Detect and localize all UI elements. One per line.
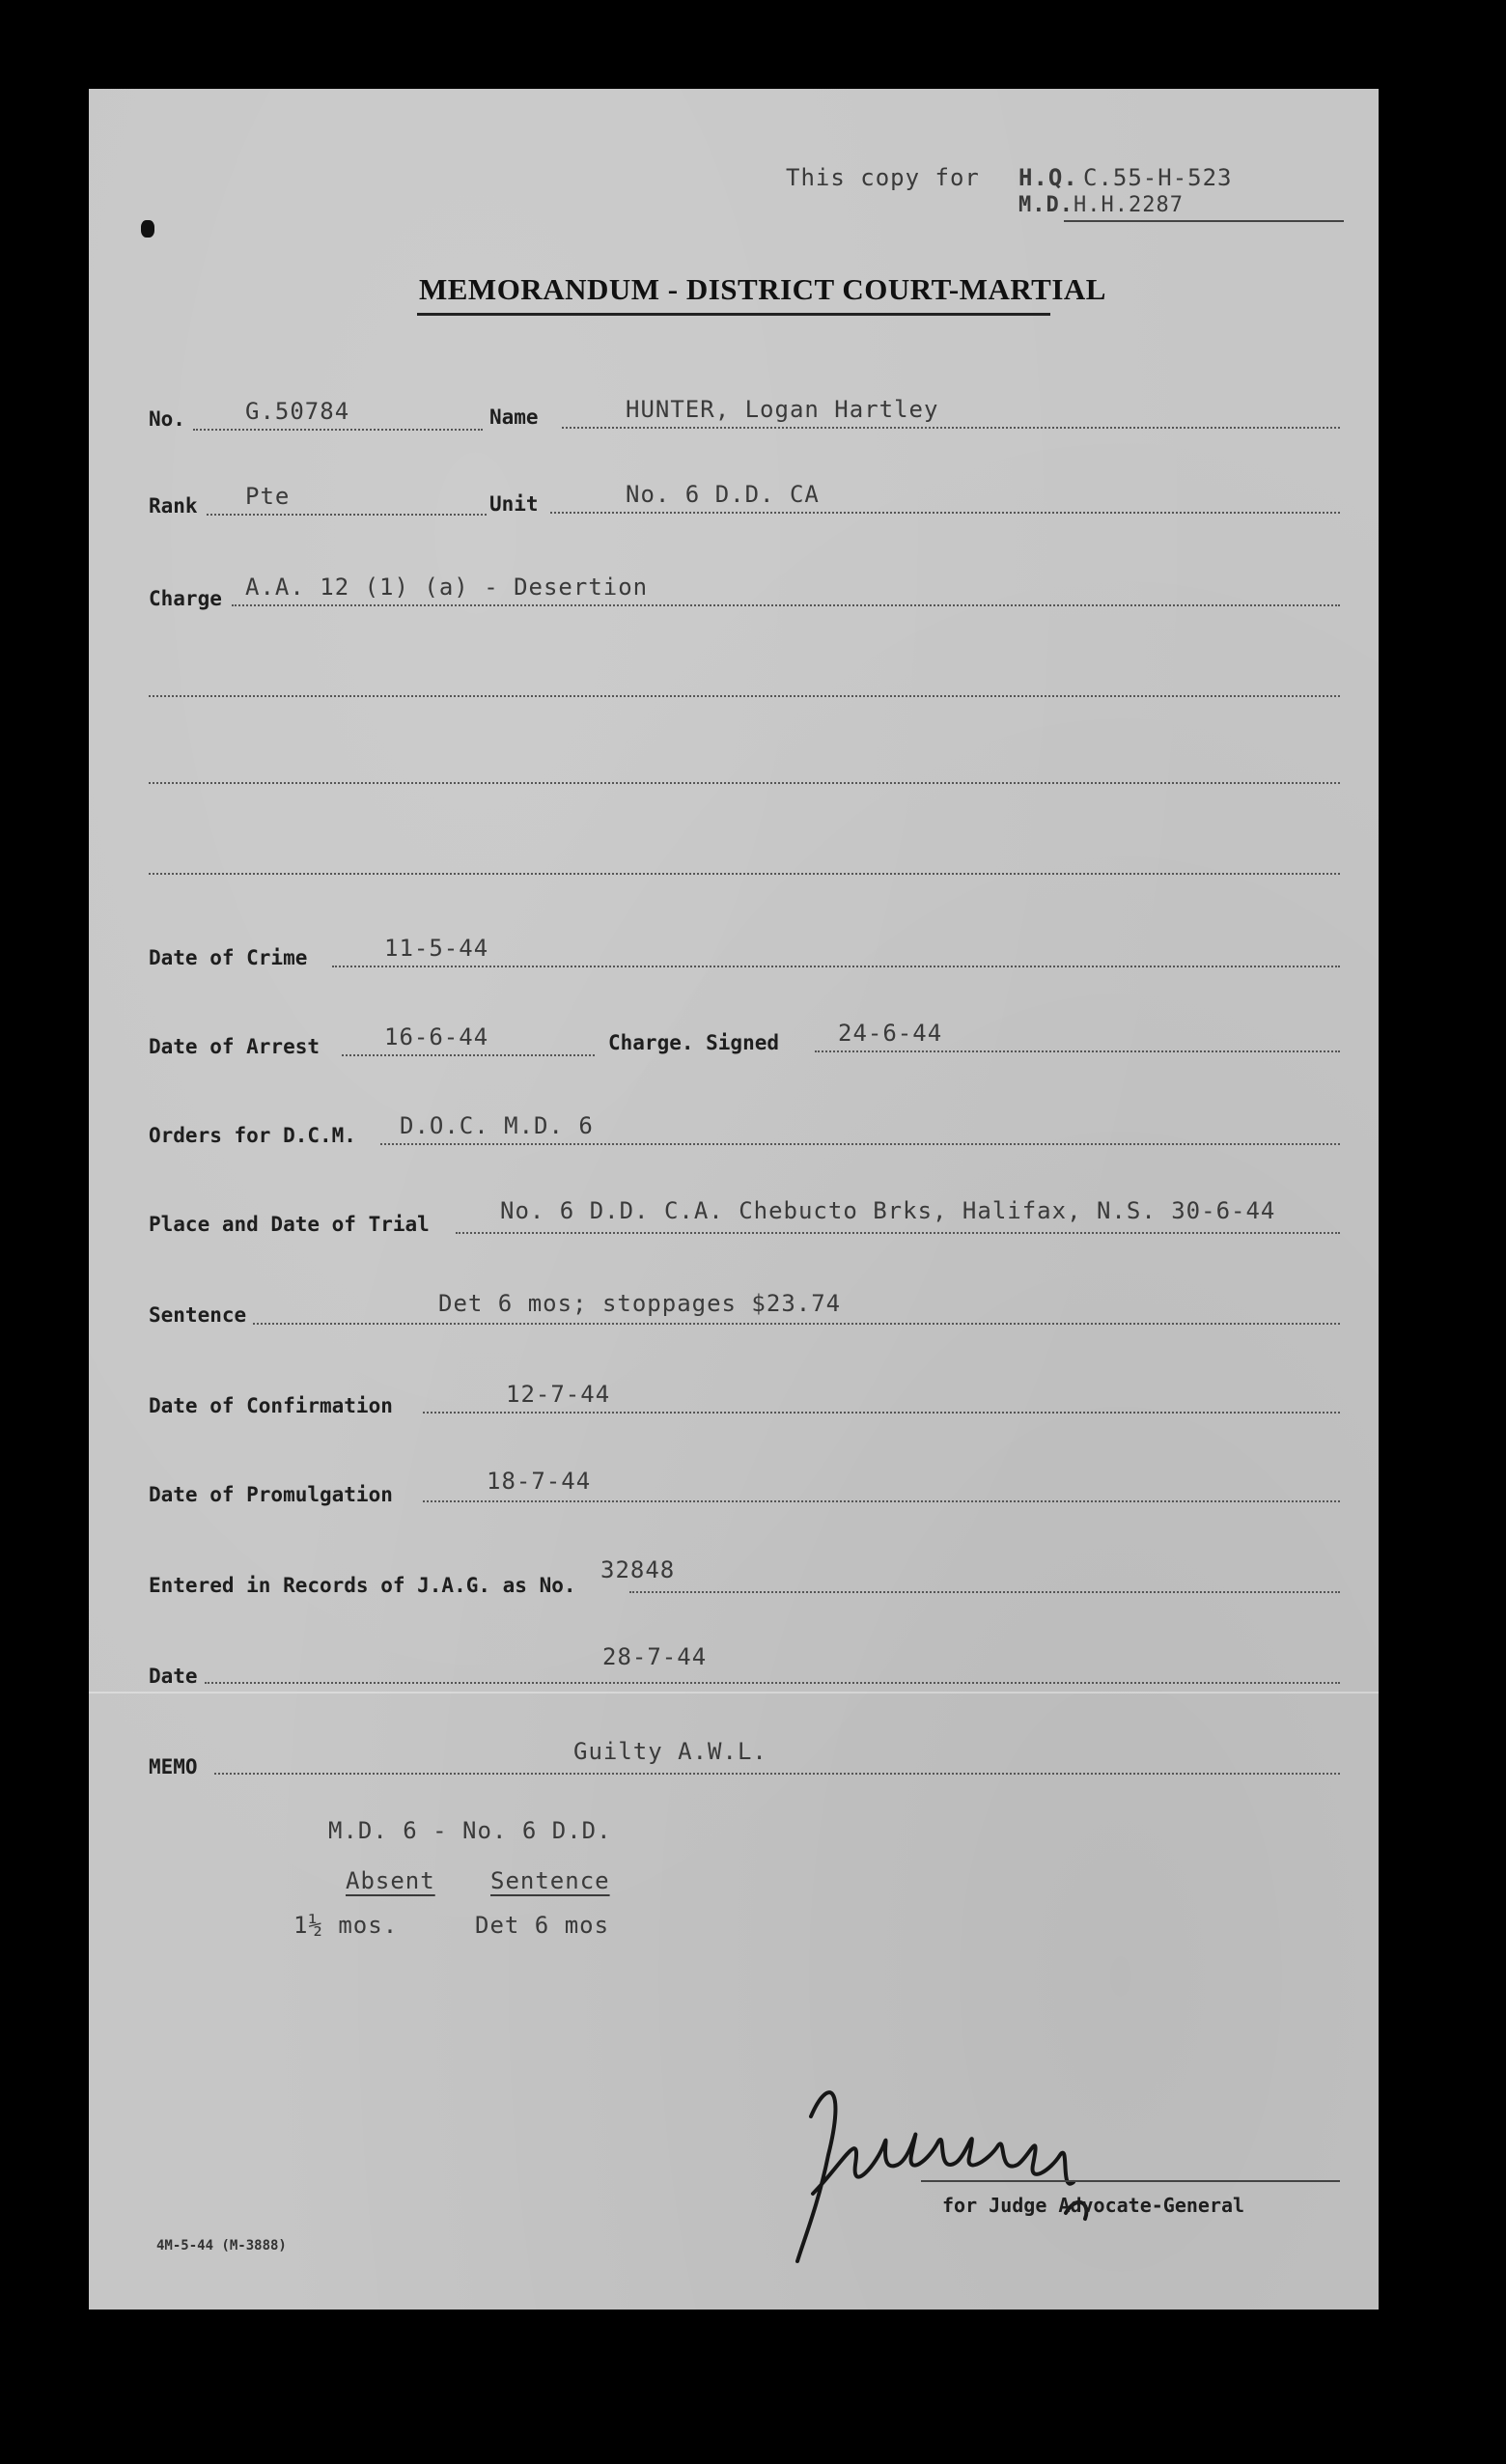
jag-record-number: 32848 <box>600 1556 676 1583</box>
date-value: 28-7-44 <box>602 1643 708 1670</box>
charge-signed-label: Charge. Signed <box>608 1031 780 1054</box>
date-of-crime-dotted-line <box>332 966 1340 967</box>
soldier-name: HUNTER, Logan Hartley <box>626 396 939 423</box>
hq-file-number: C.55-H-523 <box>1083 164 1233 191</box>
date-of-arrest-dotted-line <box>342 1054 595 1056</box>
md-underline <box>1064 220 1344 222</box>
orders-dcm-label: Orders for D.C.M. <box>149 1124 356 1147</box>
sentence-value: Det 6 mos; stoppages $23.74 <box>438 1290 842 1317</box>
date-dotted-line <box>205 1682 1340 1684</box>
no-dotted-line <box>193 429 483 431</box>
service-number: G.50784 <box>245 398 350 425</box>
date-of-arrest-label: Date of Arrest <box>149 1035 321 1058</box>
sentence-dotted-line <box>253 1323 1340 1325</box>
date-of-arrest-value: 16-6-44 <box>384 1023 489 1050</box>
sentence-label: Sentence <box>149 1303 247 1327</box>
date-promulgation-dotted-line <box>423 1500 1340 1502</box>
charge-signed-value: 24-6-44 <box>838 1020 943 1047</box>
md-label: M.D. <box>1018 193 1074 217</box>
date-confirmation-value: 12-7-44 <box>506 1381 611 1408</box>
unit-value: No. 6 D.D. CA <box>626 481 820 508</box>
md-file-number: H.H.2287 <box>1074 193 1184 217</box>
date-promulgation-value: 18-7-44 <box>487 1468 592 1495</box>
orders-dcm-value: D.O.C. M.D. 6 <box>400 1112 594 1139</box>
charge-line-4 <box>149 873 1340 875</box>
name-dotted-line <box>562 427 1340 429</box>
memo-district-line: M.D. 6 - No. 6 D.D. <box>328 1817 612 1844</box>
entered-records-label: Entered in Records of J.A.G. as No. <box>149 1574 576 1597</box>
absent-header: Absent <box>346 1867 435 1894</box>
entered-records-dotted-line <box>629 1591 1340 1593</box>
charge-signed-dotted-line <box>815 1050 1340 1052</box>
signature-line <box>921 2180 1340 2182</box>
unit-label: Unit <box>489 492 539 516</box>
rank-label: Rank <box>149 494 198 518</box>
sentence-header: Sentence <box>490 1867 610 1894</box>
date-of-crime-value: 11-5-44 <box>384 935 489 962</box>
signature-caption: for Judge Advocate-General <box>942 2194 1245 2217</box>
fold-crease <box>89 1692 1379 1694</box>
memo-label: MEMO <box>149 1755 198 1778</box>
date-of-crime-label: Date of Crime <box>149 946 308 969</box>
charge-label: Charge <box>149 587 222 610</box>
rank-value: Pte <box>245 483 291 510</box>
copy-for-label: This copy for <box>786 164 980 191</box>
absent-duration: 1½ mos. <box>293 1912 399 1939</box>
date-label: Date <box>149 1665 198 1688</box>
title-underline <box>417 313 1050 316</box>
place-date-trial-label: Place and Date of Trial <box>149 1213 430 1236</box>
place-date-trial-dotted-line <box>456 1232 1340 1234</box>
name-label: Name <box>489 406 539 429</box>
hq-label: H.Q. <box>1018 164 1078 191</box>
orders-dcm-dotted-line <box>380 1143 1340 1145</box>
signature <box>784 2049 1102 2271</box>
form-code: 4M-5-44 (M-3888) <box>156 2238 287 2254</box>
charge-line-3 <box>149 782 1340 784</box>
rank-dotted-line <box>207 514 487 516</box>
memo-dotted-line <box>214 1773 1340 1775</box>
unit-dotted-line <box>550 512 1340 514</box>
document-page <box>89 89 1379 2310</box>
charge-line-2 <box>149 695 1340 697</box>
memo-value: Guilty A.W.L. <box>573 1738 767 1765</box>
place-date-trial-value: No. 6 D.D. C.A. Chebucto Brks, Halifax, N.S. 30-6-44 <box>500 1197 1276 1224</box>
date-promulgation-label: Date of Promulgation <box>149 1483 393 1506</box>
page-title: MEMORANDUM - DISTRICT COURT-MARTIAL <box>419 272 1106 306</box>
ink-mark <box>141 220 154 238</box>
date-confirmation-dotted-line <box>423 1412 1340 1414</box>
sentence-duration: Det 6 mos <box>475 1912 610 1939</box>
charge-dotted-line <box>232 604 1340 606</box>
date-confirmation-label: Date of Confirmation <box>149 1394 393 1417</box>
no-label: No. <box>149 407 185 431</box>
charge-value: A.A. 12 (1) (a) - Desertion <box>245 574 649 601</box>
